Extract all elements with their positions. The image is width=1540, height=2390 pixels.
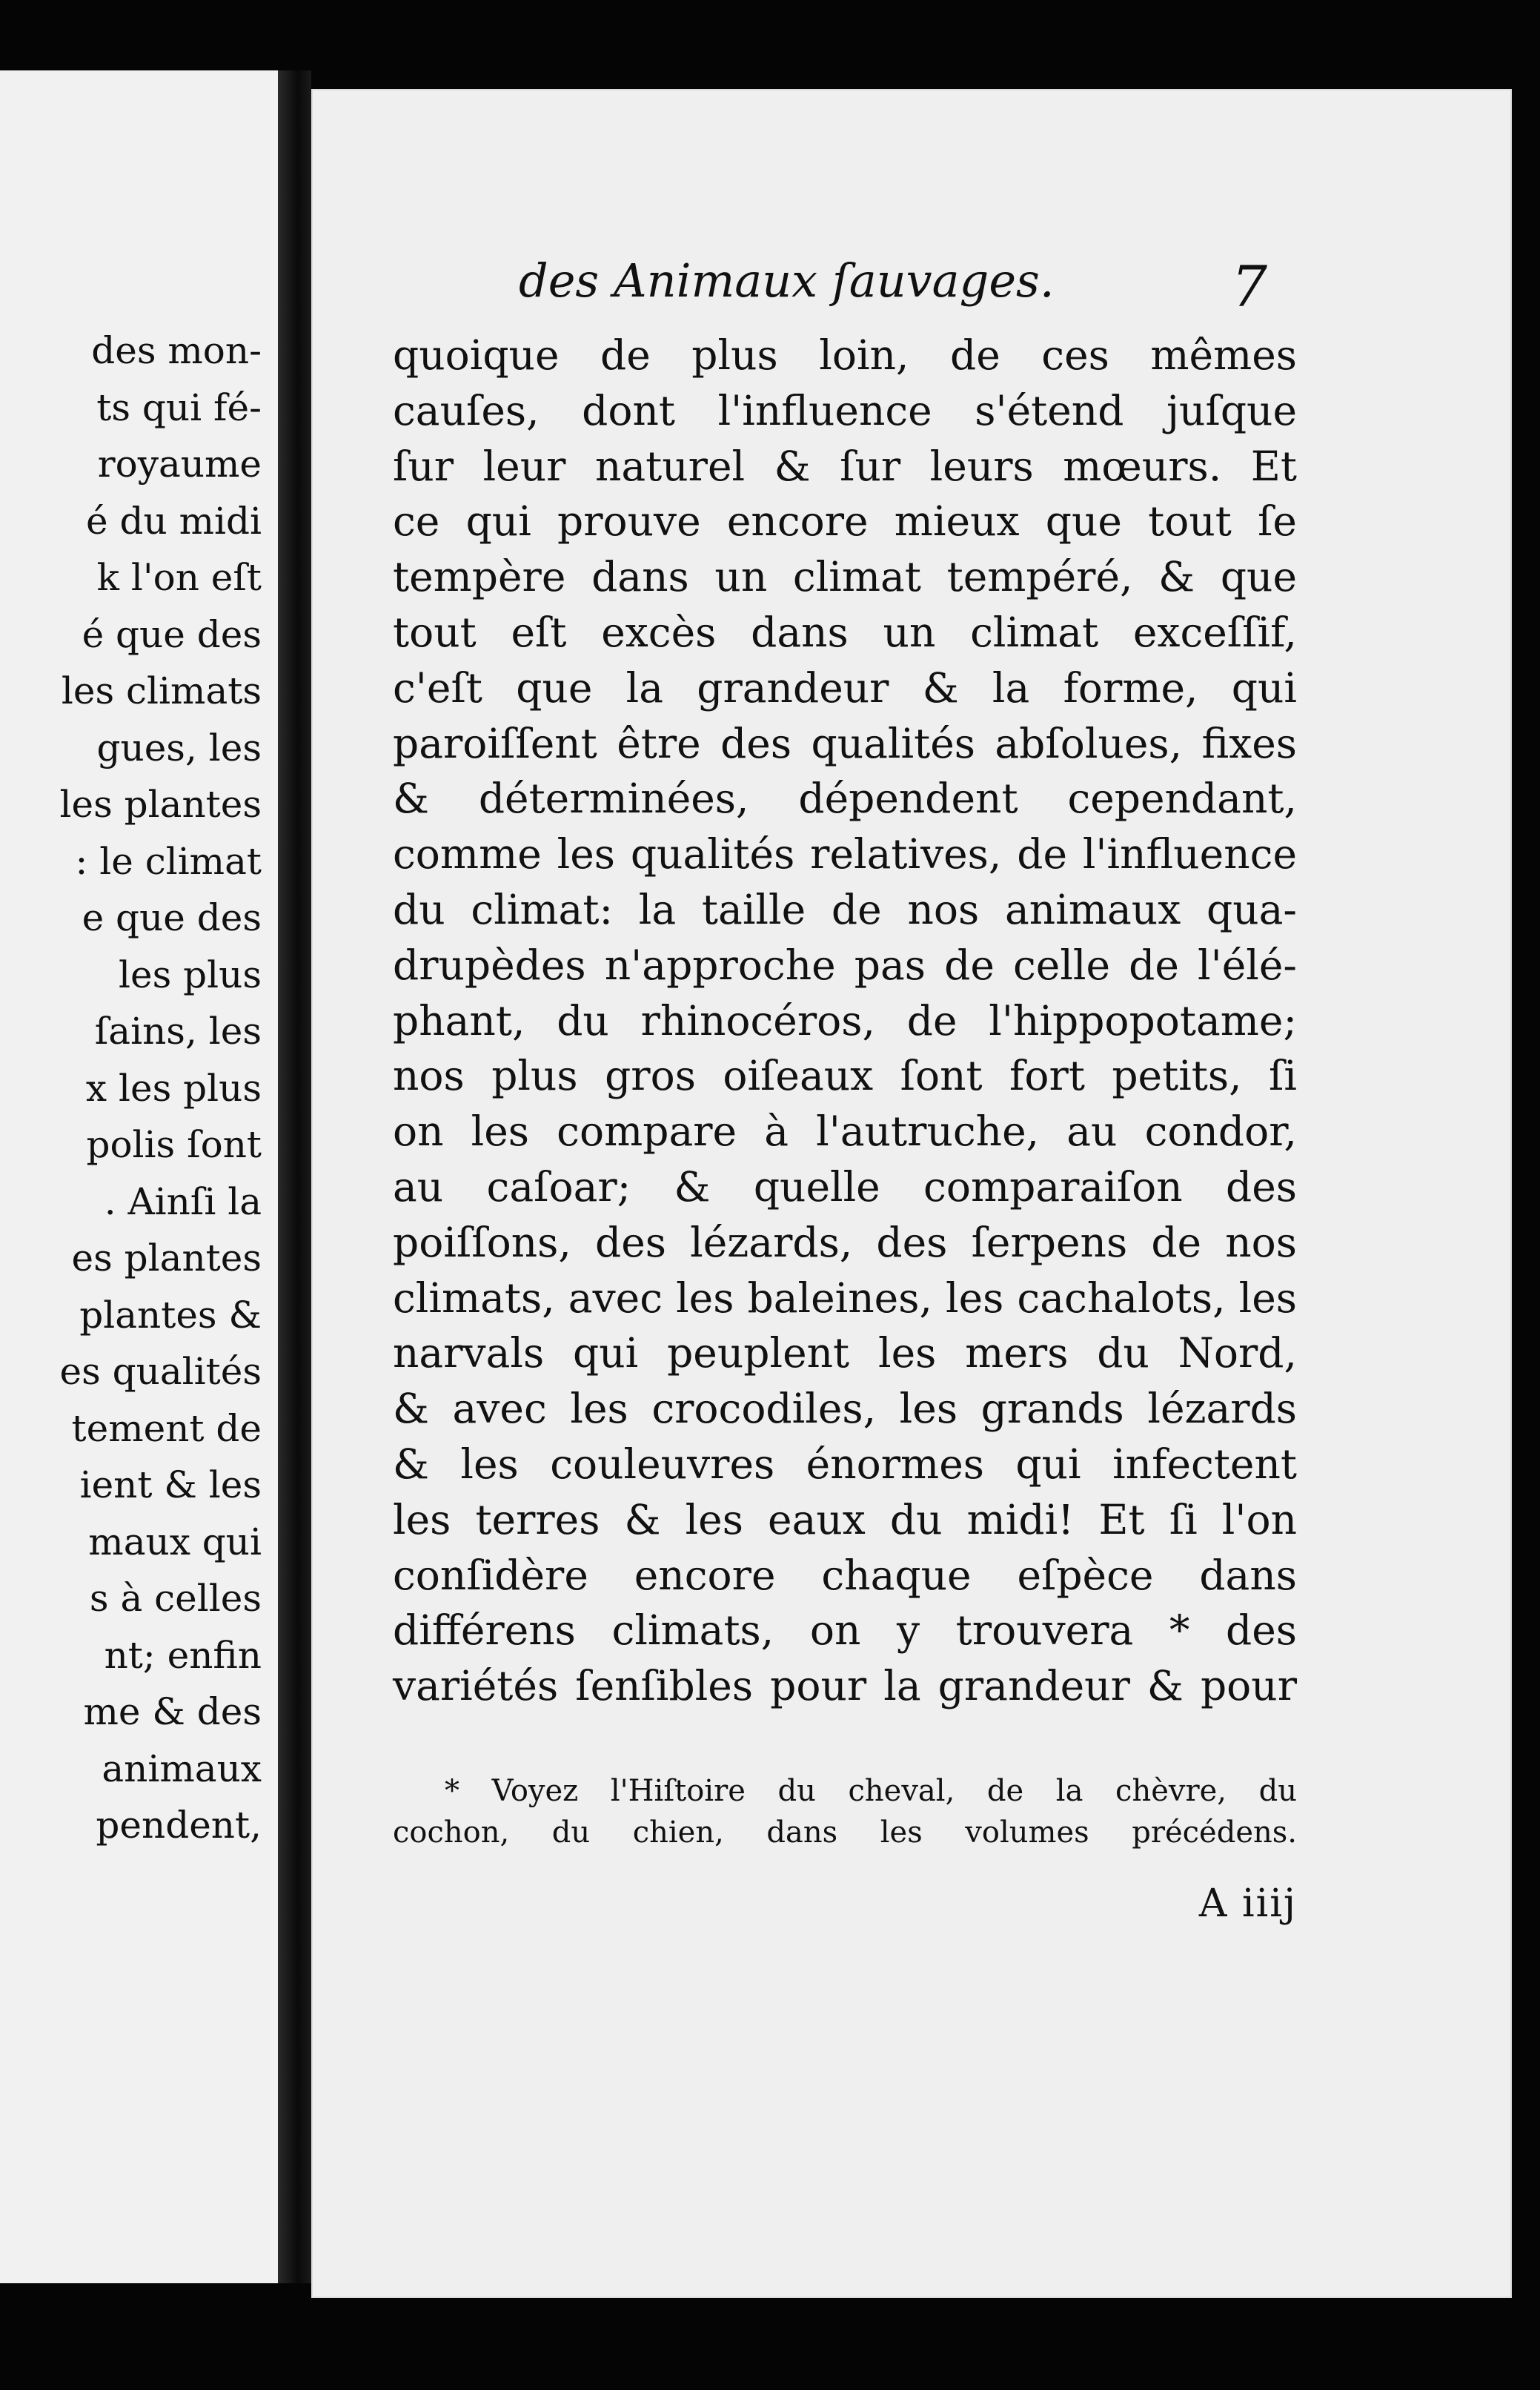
body-line: comme les qualités relatives, de l'influence <box>393 830 1297 878</box>
body-line: quoique de plus loin, de ces mêmes <box>393 331 1297 379</box>
left-page-line: des mon- <box>91 329 262 372</box>
left-page-line: ient & les <box>79 1463 262 1506</box>
left-page-line: les climats <box>61 669 262 712</box>
left-page-line: é que des <box>82 612 262 656</box>
body-line: phant, du rhinocéros, de l'hippopotame; <box>393 996 1297 1045</box>
left-page-line: : le climat <box>75 839 262 883</box>
left-page-line: . Ainſi la <box>104 1179 262 1223</box>
body-line: les terres & les eaux du midi! Et ſi l'on <box>393 1495 1297 1543</box>
left-page-line: ſains, les <box>94 1010 262 1053</box>
body-line: poiſſons, des lézards, des ſerpens de nos <box>393 1218 1297 1266</box>
left-page-line: plantes & <box>79 1293 262 1337</box>
left-page-line: royaume <box>97 443 262 486</box>
right-page <box>311 89 1512 2298</box>
body-line: paroiſſent être des qualités abſolues, fixes <box>393 719 1297 767</box>
left-page-line: x les plus <box>85 1066 262 1110</box>
book-gutter <box>278 70 311 2283</box>
left-page-line: gues, les <box>96 726 262 769</box>
body-line: narvals qui peuplent les mers du Nord, <box>393 1329 1297 1377</box>
body-line: drupèdes n'approche pas de celle de l'élé- <box>393 941 1297 989</box>
body-line: conſidère encore chaque eſpèce dans <box>393 1551 1297 1599</box>
left-page-line: polis ſont <box>86 1123 262 1166</box>
left-page-line: tement de <box>71 1406 262 1450</box>
body-line: différens climats, on y trouvera * des <box>393 1606 1297 1655</box>
left-page-line: maux qui <box>88 1520 262 1563</box>
running-head: des Animaux ſauvages. <box>519 254 1055 308</box>
left-page-line: les plantes <box>59 783 262 826</box>
body-line: & avec les crocodiles, les grands lézards <box>393 1385 1297 1433</box>
left-page <box>0 70 278 2283</box>
left-page-line: e que des <box>82 896 262 939</box>
left-page-line: é du midi <box>86 499 262 543</box>
body-line: ce qui prouve encore mieux que tout ſe <box>393 497 1297 546</box>
body-line: cauſes, dont l'influence s'étend juſque <box>393 386 1297 434</box>
left-page-line: pendent, <box>96 1804 262 1847</box>
body-line: & déterminées, dépendent cependant, <box>393 775 1297 823</box>
left-page-line: k l'on eſt <box>96 556 262 599</box>
footnote <box>393 1770 1297 1853</box>
body-line: du climat: la taille de nos animaux qua- <box>393 885 1297 933</box>
footnote-line: cochon, du chien, dans les volumes précédens. <box>393 1815 1297 1850</box>
body-line: c'eſt que la grandeur & la forme, qui <box>393 663 1297 712</box>
left-page-line: animaux <box>102 1747 262 1790</box>
left-page-line: me & des <box>83 1690 262 1733</box>
footnote-line: * Voyez l'Hiſtoire du cheval, de la chèvre, du <box>445 1774 1297 1808</box>
body-line: tout eſt excès dans un climat exceſſif, <box>393 608 1297 656</box>
body-text <box>393 328 1297 1714</box>
body-line: on les compare à l'autruche, au condor, <box>393 1108 1297 1156</box>
page-number: 7 <box>1231 254 1267 320</box>
signature-mark: A iiij <box>1198 1881 1297 1926</box>
body-line: tempère dans un climat tempéré, & que <box>393 553 1297 601</box>
left-page-line: es plantes <box>71 1237 262 1280</box>
left-page-line: nt; enfin <box>104 1633 262 1677</box>
left-page-line: les plus <box>119 953 262 996</box>
body-line: nos plus gros oiſeaux ſont fort petits, ſi <box>393 1052 1297 1100</box>
body-line: au caſoar; & quelle comparaiſon des <box>393 1162 1297 1211</box>
left-page-line: ts qui fé- <box>96 385 262 429</box>
body-line: & les couleuvres énormes qui infectent <box>393 1440 1297 1488</box>
body-line: ſur leur naturel & ſur leurs mœurs. Et <box>393 442 1297 490</box>
left-page-text <box>0 322 262 1854</box>
left-page-line: s à celles <box>89 1577 262 1620</box>
body-line: variétés ſenſibles pour la grandeur & pour <box>393 1662 1297 1710</box>
body-line: climats, avec les baleines, les cachalots, les <box>393 1274 1297 1322</box>
page-header <box>519 254 1267 328</box>
left-page-line: es qualités <box>59 1350 262 1393</box>
